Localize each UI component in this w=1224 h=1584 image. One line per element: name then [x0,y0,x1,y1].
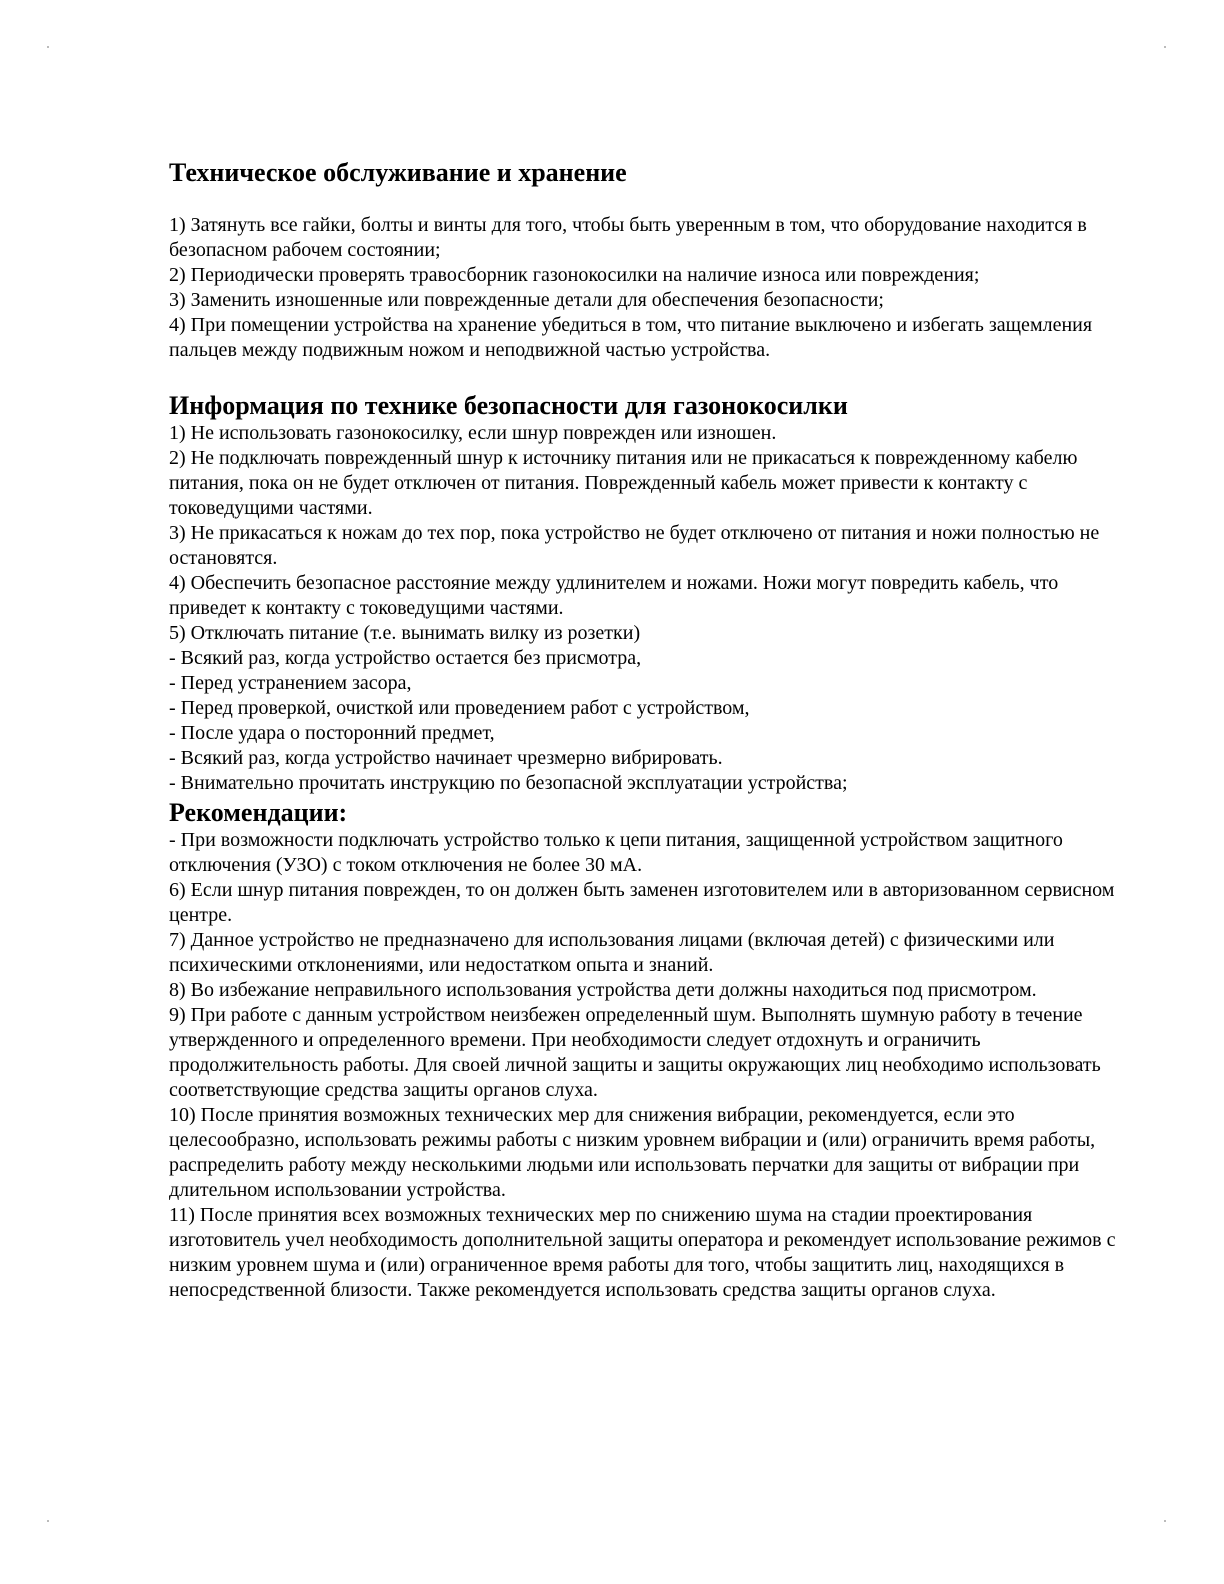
safety-item: 2) Не подключать поврежденный шнур к источнику питания или не прикасаться к поврежденному кабелю питания, пока он не будет отключен от питания. Поврежденный кабель может привести к контакту с токоведущими частями. [169,447,1078,519]
maintenance-section [169,158,1129,363]
maintenance-item: 3) Заменить изношенные или поврежденные детали для обеспечения безопасности; [169,289,884,311]
corner-mark-top-right [1164,46,1166,48]
recommendation-item: 8) Во избежание неправильного использования устройства дети должны находиться под присмотром. [169,979,1037,1001]
safety-item: - Внимательно прочитать инструкцию по безопасной эксплуатации устройства; [169,772,848,794]
safety-item: - Перед устранением засора, [169,672,412,694]
safety-item: - После удара о посторонний предмет, [169,722,495,744]
corner-mark-bottom-left [47,1520,49,1522]
recommendation-item: - При возможности подключать устройство только к цепи питания, защищенной устройством защитного отключения (УЗО) с током отключения не более 30 мА. [169,829,1063,876]
recommendation-item: 9) При работе с данным устройством неизбежен определенный шум. Выполнять шумную работу в течение утвержденного и определенного времени. При необходимости следует отдохнуть и ограничить продолжительность работы. Для своей личной защиты и защиты окружающих лиц необходимо использовать соответствующие средства защиты органов слуха. [169,1004,1101,1101]
maintenance-heading: Техническое обслуживание и хранение [169,158,627,187]
maintenance-item: 4) При помещении устройства на хранение убедиться в том, что питание выключено и избегать защемления пальцев между подвижным ножом и неподвижной частью устройства. [169,314,1093,361]
corner-mark-bottom-right [1164,1520,1166,1522]
safety-item: 5) Отключать питание (т.е. вынимать вилку из розетки) [169,622,641,644]
corner-mark-top-left [47,46,49,48]
recommendations-heading: Рекомендации: [169,798,348,827]
safety-item: - Всякий раз, когда устройство остается без присмотра, [169,647,642,669]
recommendation-item: 10) После принятия возможных технических мер для снижения вибрации, рекомендуется, если это целесообразно, использовать режимы работы с низким уровнем вибрации и (или) ограничить время работы, распределить работу между несколькими людьми или использовать перчатки для защиты от вибрации при длительном использовании устройства. [169,1104,1096,1201]
safety-item: 4) Обеспечить безопасное расстояние между удлинителем и ножами. Ножи могут повредить кабель, что приведет к контакту с токоведущими частями. [169,572,1059,619]
recommendation-item: 11) После принятия всех возможных технических мер по снижению шума на стадии проектирования изготовитель учел необходимость дополнительной защиты оператора и рекомендует использование режимов с низким уровнем шума и (или) ограниченное время работы для того, чтобы защитить лиц, находящихся в непосредственной близости. Также рекомендуется использовать средства защиты органов слуха. [169,1204,1116,1301]
recommendation-item: 7) Данное устройство не предназначено для использования лицами (включая детей) с физическими или психическими отклонениями, или недостатком опыта и знаний. [169,929,1055,976]
recommendation-item: 6) Если шнур питания поврежден, то он должен быть заменен изготовителем или в авторизованном сервисном центре. [169,879,1115,926]
safety-item: 1) Не использовать газонокосилку, если шнур поврежден или изношен. [169,422,777,444]
maintenance-item: 1) Затянуть все гайки, болты и винты для того, чтобы быть уверенным в том, что оборудование находится в безопасном рабочем состоянии; [169,214,1087,261]
safety-section [169,391,1129,796]
document-page [169,158,1129,1303]
safety-item: - Перед проверкой, очисткой или проведением работ с устройством, [169,697,750,719]
safety-heading: Информация по технике безопасности для газонокосилки [169,391,848,420]
safety-item: - Всякий раз, когда устройство начинает чрезмерно вибрировать. [169,747,723,769]
safety-item: 3) Не прикасаться к ножам до тех пор, пока устройство не будет отключено от питания и ножи полностью не остановятся. [169,522,1100,569]
recommendations-section [169,798,1129,1303]
maintenance-item: 2) Периодически проверять травосборник газонокосилки на наличие износа или повреждения; [169,264,980,286]
